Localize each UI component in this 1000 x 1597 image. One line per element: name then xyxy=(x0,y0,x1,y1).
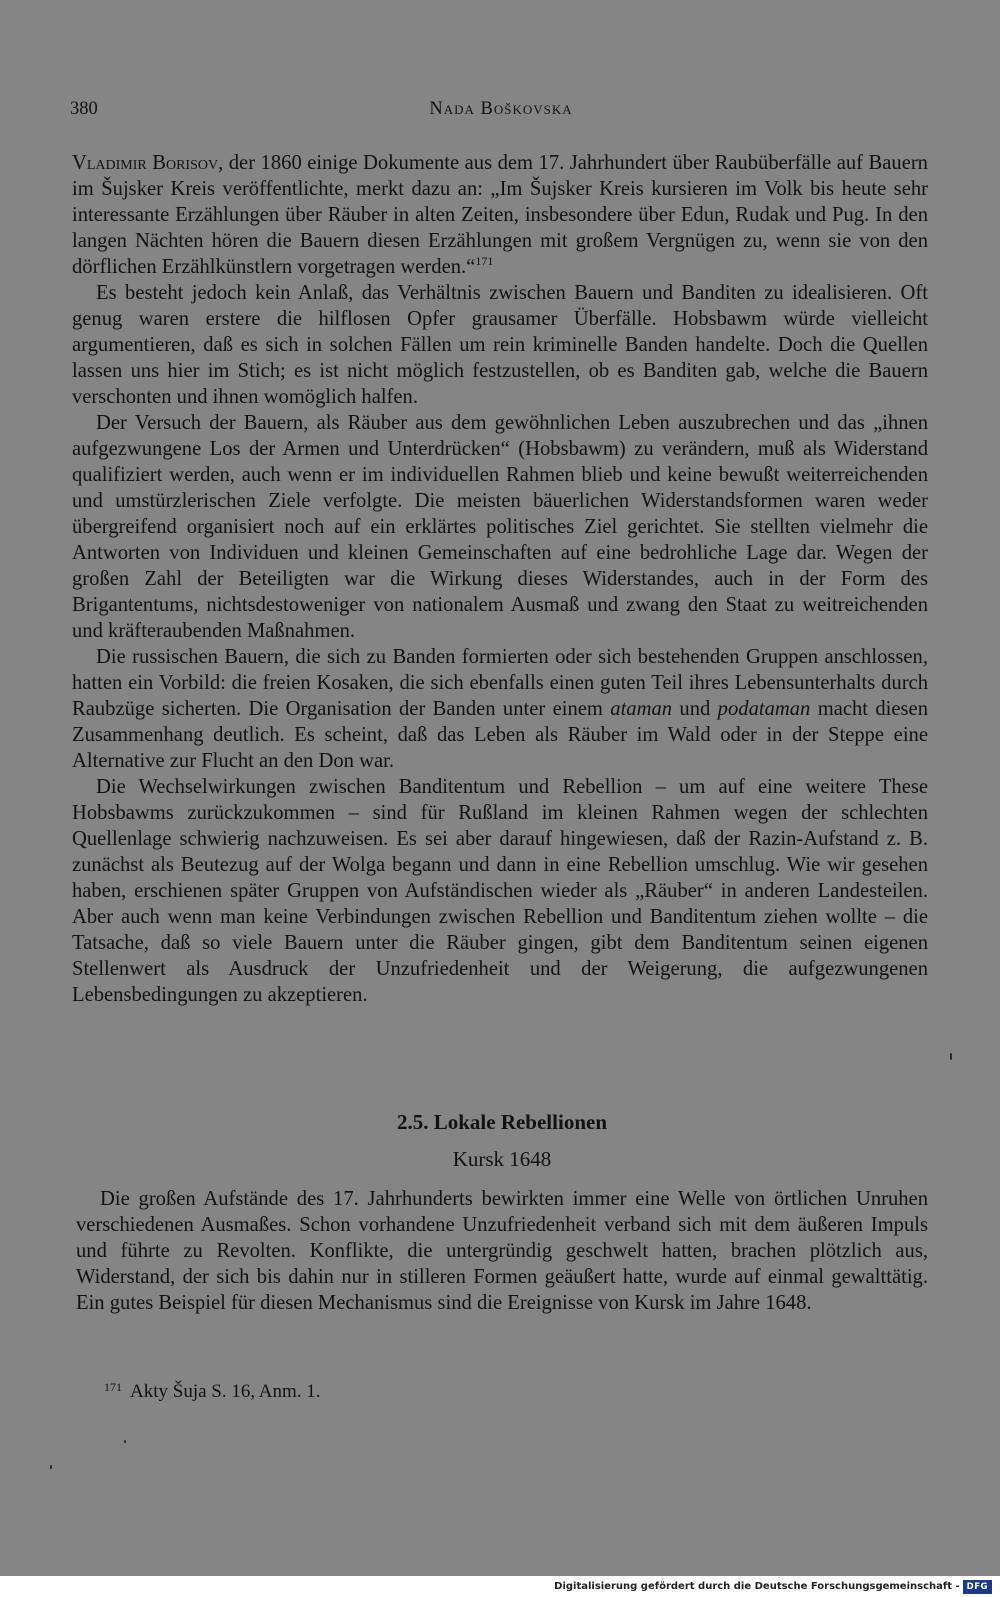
footnote-mark: 171 xyxy=(104,1380,122,1394)
term-podataman: podataman xyxy=(717,698,811,720)
scan-speck xyxy=(50,1465,52,1469)
page-header xyxy=(70,94,932,124)
paragraph-4-text-c: macht diesen Zusammenhang deutlich. Es scheint, daß das Leben als Räuber im Wald oder in der Steppe eine Alternative zur Flucht an den Don war. xyxy=(72,698,928,772)
paragraph-5: Die Wechselwirkungen zwischen Banditentum und Rebellion – um auf eine weitere These Hobsbawms zurückzukommen – sind für Rußland im kleinen Rahmen wegen der schlechten Quellenlage schwierig nachzuweisen. Es sei aber darauf hingewiesen, daß der Razin-Aufstand z. B. zunächst als Beutezug auf der Wolga begann und dann in eine Rebellion umschlug. Wie wir gesehen haben, erschienen später Gruppen von Aufständischen wieder als „Räuber“ in anderen Landesteilen. Aber auch wenn man keine Verbindungen zwischen Rebellion und Banditentum ziehen wollte – die Tatsache, daß so viele Bauern unter die Räuber gingen, gibt dem Banditentum seinen eigenen Stellenwert als Ausdruck der Unzufriedenheit und der Weigerung, die aufgezwungenen Lebensbedingungen zu akzeptieren. xyxy=(72,776,928,1006)
scan-speck xyxy=(950,1053,952,1060)
paragraph-4 xyxy=(72,644,928,774)
page-number: 380 xyxy=(70,99,98,119)
section-text xyxy=(76,1186,928,1316)
paragraph-4-text-a: Die russischen Bauern, die sich zu Banden formierten oder sich bestehenden Gruppen anschlossen, hatten ein Vorbild: die freien Kosaken, die sich ebenfalls einen guten Teil ihres Lebensunterhalts durch Raubzüge sicherten. Die Organisation der Banden unter einem xyxy=(72,646,928,720)
footnote-reference: 171 xyxy=(475,254,494,269)
paragraph-1-text: , der 1860 einige Dokumente aus dem 17. Jahrhundert über Raubüberfälle auf Bauern im Šujsker Kreis veröffentlichte, merkt dazu an: „Im Šujsker Kreis kursieren im Volk bis heute sehr interessante Erzählungen über Räuber in alten Zeiten, insbesondere über Edun, Rudak und Pug. In den langen Nächten hören die Bauern diesen Erzählungen mit großem Vergnügen zu, wenn sie von den dörflichen Erzählkünstlern vorgetragen werden.“ xyxy=(72,152,928,278)
scan-speck xyxy=(124,1440,126,1443)
footnote xyxy=(104,1374,321,1405)
paragraph-4-text-b: und xyxy=(672,698,718,720)
paragraph-3: Der Versuch der Bauern, als Räuber aus dem gewöhnlichen Leben auszubrechen und das „ihnen aufgezwungene Los der Armen und Unterdrücken“ (Hobsbawm) zu verändern, muß als Widerstand qualifiziert werden, auch wenn er im individuellen Rahmen blieb und keine bewußt weiterreichenden und umstürzlerischen Ziele verfolgte. Die meisten bäuerlichen Widerstandsformen waren weder übergreifend organisiert noch auf ein erklärtes politisches Ziel gerichtet. Sie stellten vielmehr die Antworten von Individuen und kleinen Gemeinschaften auf eine bedrohliche Lage dar. Wegen der großen Zahl der Beteiligten war die Wirkung dieses Widerstandes, auch in der Form des Brigantentums, nichtsdestoweniger von nationalem Ausmaß und zwang den Staat zu weitreichenden und kräfteraubenden Maßnahmen. xyxy=(72,412,928,642)
running-head: Nada Boškovska xyxy=(429,99,573,119)
footnote-text: Akty Šuja S. 16, Anm. 1. xyxy=(130,1381,321,1402)
term-ataman: ataman xyxy=(610,698,673,720)
digitization-footer xyxy=(554,1578,992,1595)
footer-credit: Digitalisierung gefördert durch die Deutsche Forschungsgemeinschaft - xyxy=(554,1581,960,1592)
subsection-heading: Kursk 1648 xyxy=(452,1147,552,1171)
section-paragraph-1: Die großen Aufstände des 17. Jahrhunderts bewirkten immer eine Welle von örtlichen Unruhen verschiedenen Ausmaßes. Schon vorhandene Unzufriedenheit verband sich mit dem äußeren Impuls und führte zu Revolten. Konflikte, die untergründig geschwelt hatten, brachen plötzlich aus, Widerstand, der sich bis dahin nur in stilleren Formen geäußert hatte, wurde auf einmal gewalttätig. Ein gutes Beispiel für diesen Mechanismus sind die Ereignisse von Kursk im Jahre 1648. xyxy=(76,1188,928,1314)
paragraph-1 xyxy=(72,150,928,280)
paragraph-2: Es besteht jedoch kein Anlaß, das Verhältnis zwischen Bauern und Banditen zu idealisieren. Oft genug waren erstere die hilflosen Opfer grausamer Überfälle. Hobsbawm würde vielleicht argumentieren, daß es sich in solchen Fällen um rein kriminelle Banden handelte. Doch die Quellen lassen uns hier im Stich; es ist nicht möglich festzustellen, ob es Banditen gab, welche die Bauern verschonten und ihnen womöglich halfen. xyxy=(72,282,928,408)
section-heading: 2.5. Lokale Rebellionen xyxy=(396,1110,607,1134)
body-text xyxy=(72,150,928,1008)
author-name: Vladimir Borisov xyxy=(72,152,219,174)
dfg-logo: DFG xyxy=(963,1580,992,1594)
